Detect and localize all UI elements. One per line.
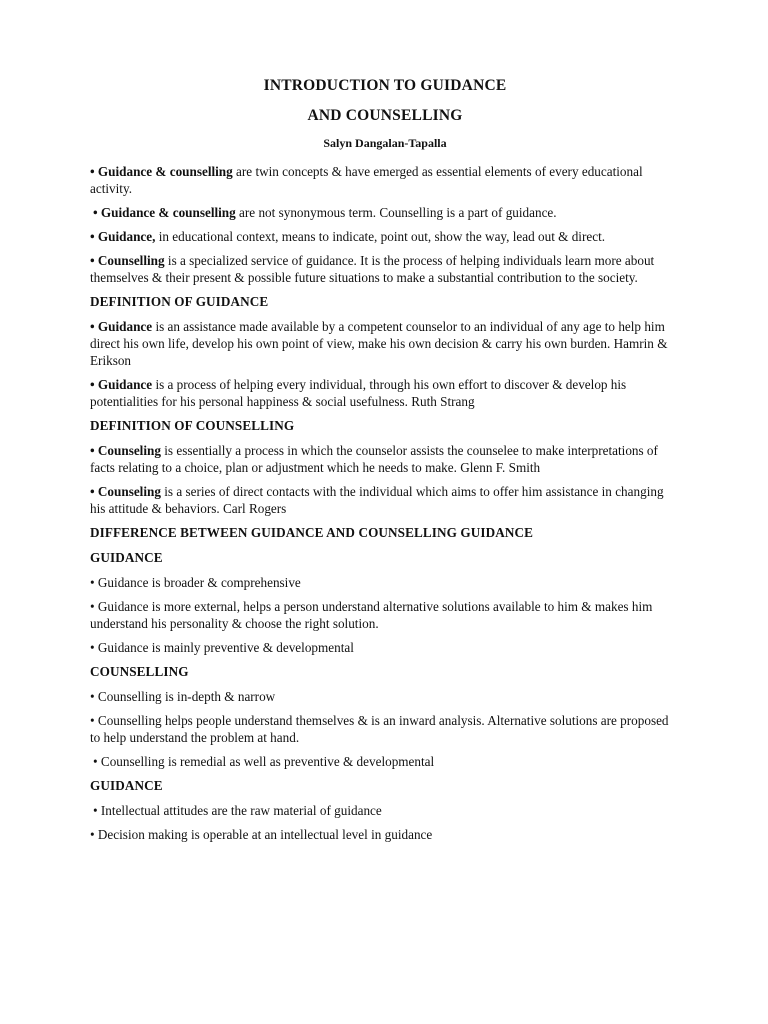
intro-paragraph — [90, 204, 680, 221]
list-item: • Guidance is more external, helps a person understand alternative solutions available to him & makes him understand his personality & choose the right solution. — [90, 599, 653, 631]
list-item: • Counselling helps people understand themselves & is an inward analysis. Alternative solutions are proposed to help understand the problem at hand. — [90, 713, 669, 745]
section-heading-guidance-2: GUIDANCE — [90, 778, 163, 793]
section-heading-difference: DIFFERENCE BETWEEN GUIDANCE AND COUNSELLING GUIDANCE — [90, 525, 534, 540]
intro-bold: • Guidance & counselling — [93, 205, 236, 220]
intro-paragraph — [90, 228, 680, 245]
section-heading-definition-counselling: DEFINITION OF COUNSELLING — [90, 418, 295, 433]
intro-paragraph — [90, 163, 680, 197]
intro-bold: • Guidance & counselling — [90, 164, 233, 179]
list-item: • Guidance is mainly preventive & developmental — [90, 640, 354, 655]
section-heading-definition-guidance: DEFINITION OF GUIDANCE — [90, 294, 269, 309]
intro-text: in educational context, means to indicate, point out, show the way, lead out & direct. — [155, 229, 606, 244]
definition-paragraph — [90, 483, 680, 517]
definition-text: is a series of direct contacts with the individual which aims to offer him assistance in changing his attitude & behaviors. Carl Rogers — [90, 484, 664, 516]
list-item: • Counselling is remedial as well as preventive & developmental — [93, 754, 435, 769]
author: Salyn Dangalan-Tapalla — [323, 136, 447, 150]
title-line-1: INTRODUCTION TO GUIDANCE — [263, 77, 507, 94]
section-heading-guidance: GUIDANCE — [90, 550, 163, 565]
intro-bold: • Counselling — [90, 253, 165, 268]
intro-paragraph — [90, 252, 680, 286]
definition-bold: • Guidance — [90, 319, 153, 334]
list-item: • Intellectual attitudes are the raw material of guidance — [93, 803, 382, 818]
definition-bold: • Counseling — [90, 484, 161, 499]
definition-paragraph — [90, 376, 680, 410]
section-heading-counselling: COUNSELLING — [90, 664, 189, 679]
title-line-2: AND COUNSELLING — [307, 107, 463, 124]
definition-text: is essentially a process in which the counselor assists the counselee to make interpretations of facts relating to a choice, plan or adjustment which he needs to make. Glenn F. Smith — [90, 443, 658, 475]
intro-text: are not synonymous term. Counselling is a part of guidance. — [235, 205, 557, 220]
intro-text: are twin concepts & have emerged as essential elements of every educational activity. — [90, 164, 643, 196]
list-item: • Decision making is operable at an intellectual level in guidance — [90, 827, 433, 842]
definition-bold: • Guidance — [90, 377, 153, 392]
definition-bold: • Counseling — [90, 443, 161, 458]
definition-text: is an assistance made available by a competent counselor to an individual of any age to help him direct his own life, develop his own point of view, make his own decision & carry his own burden. Hamrin & Erikson — [90, 319, 668, 368]
list-item: • Guidance is broader & comprehensive — [90, 575, 301, 590]
definition-paragraph — [90, 442, 680, 476]
intro-text: is a specialized service of guidance. It is the process of helping individuals learn more about themselves & their present & possible future situations to make a substantial contribution to the society. — [90, 253, 655, 285]
definition-text: is a process of helping every individual, through his own effort to discover & develop his potentialities for his personal happiness & social usefulness. Ruth Strang — [90, 377, 627, 409]
intro-bold: • Guidance, — [90, 229, 156, 244]
definition-paragraph — [90, 318, 680, 369]
list-item: • Counselling is in-depth & narrow — [90, 689, 276, 704]
document-content — [90, 76, 680, 850]
